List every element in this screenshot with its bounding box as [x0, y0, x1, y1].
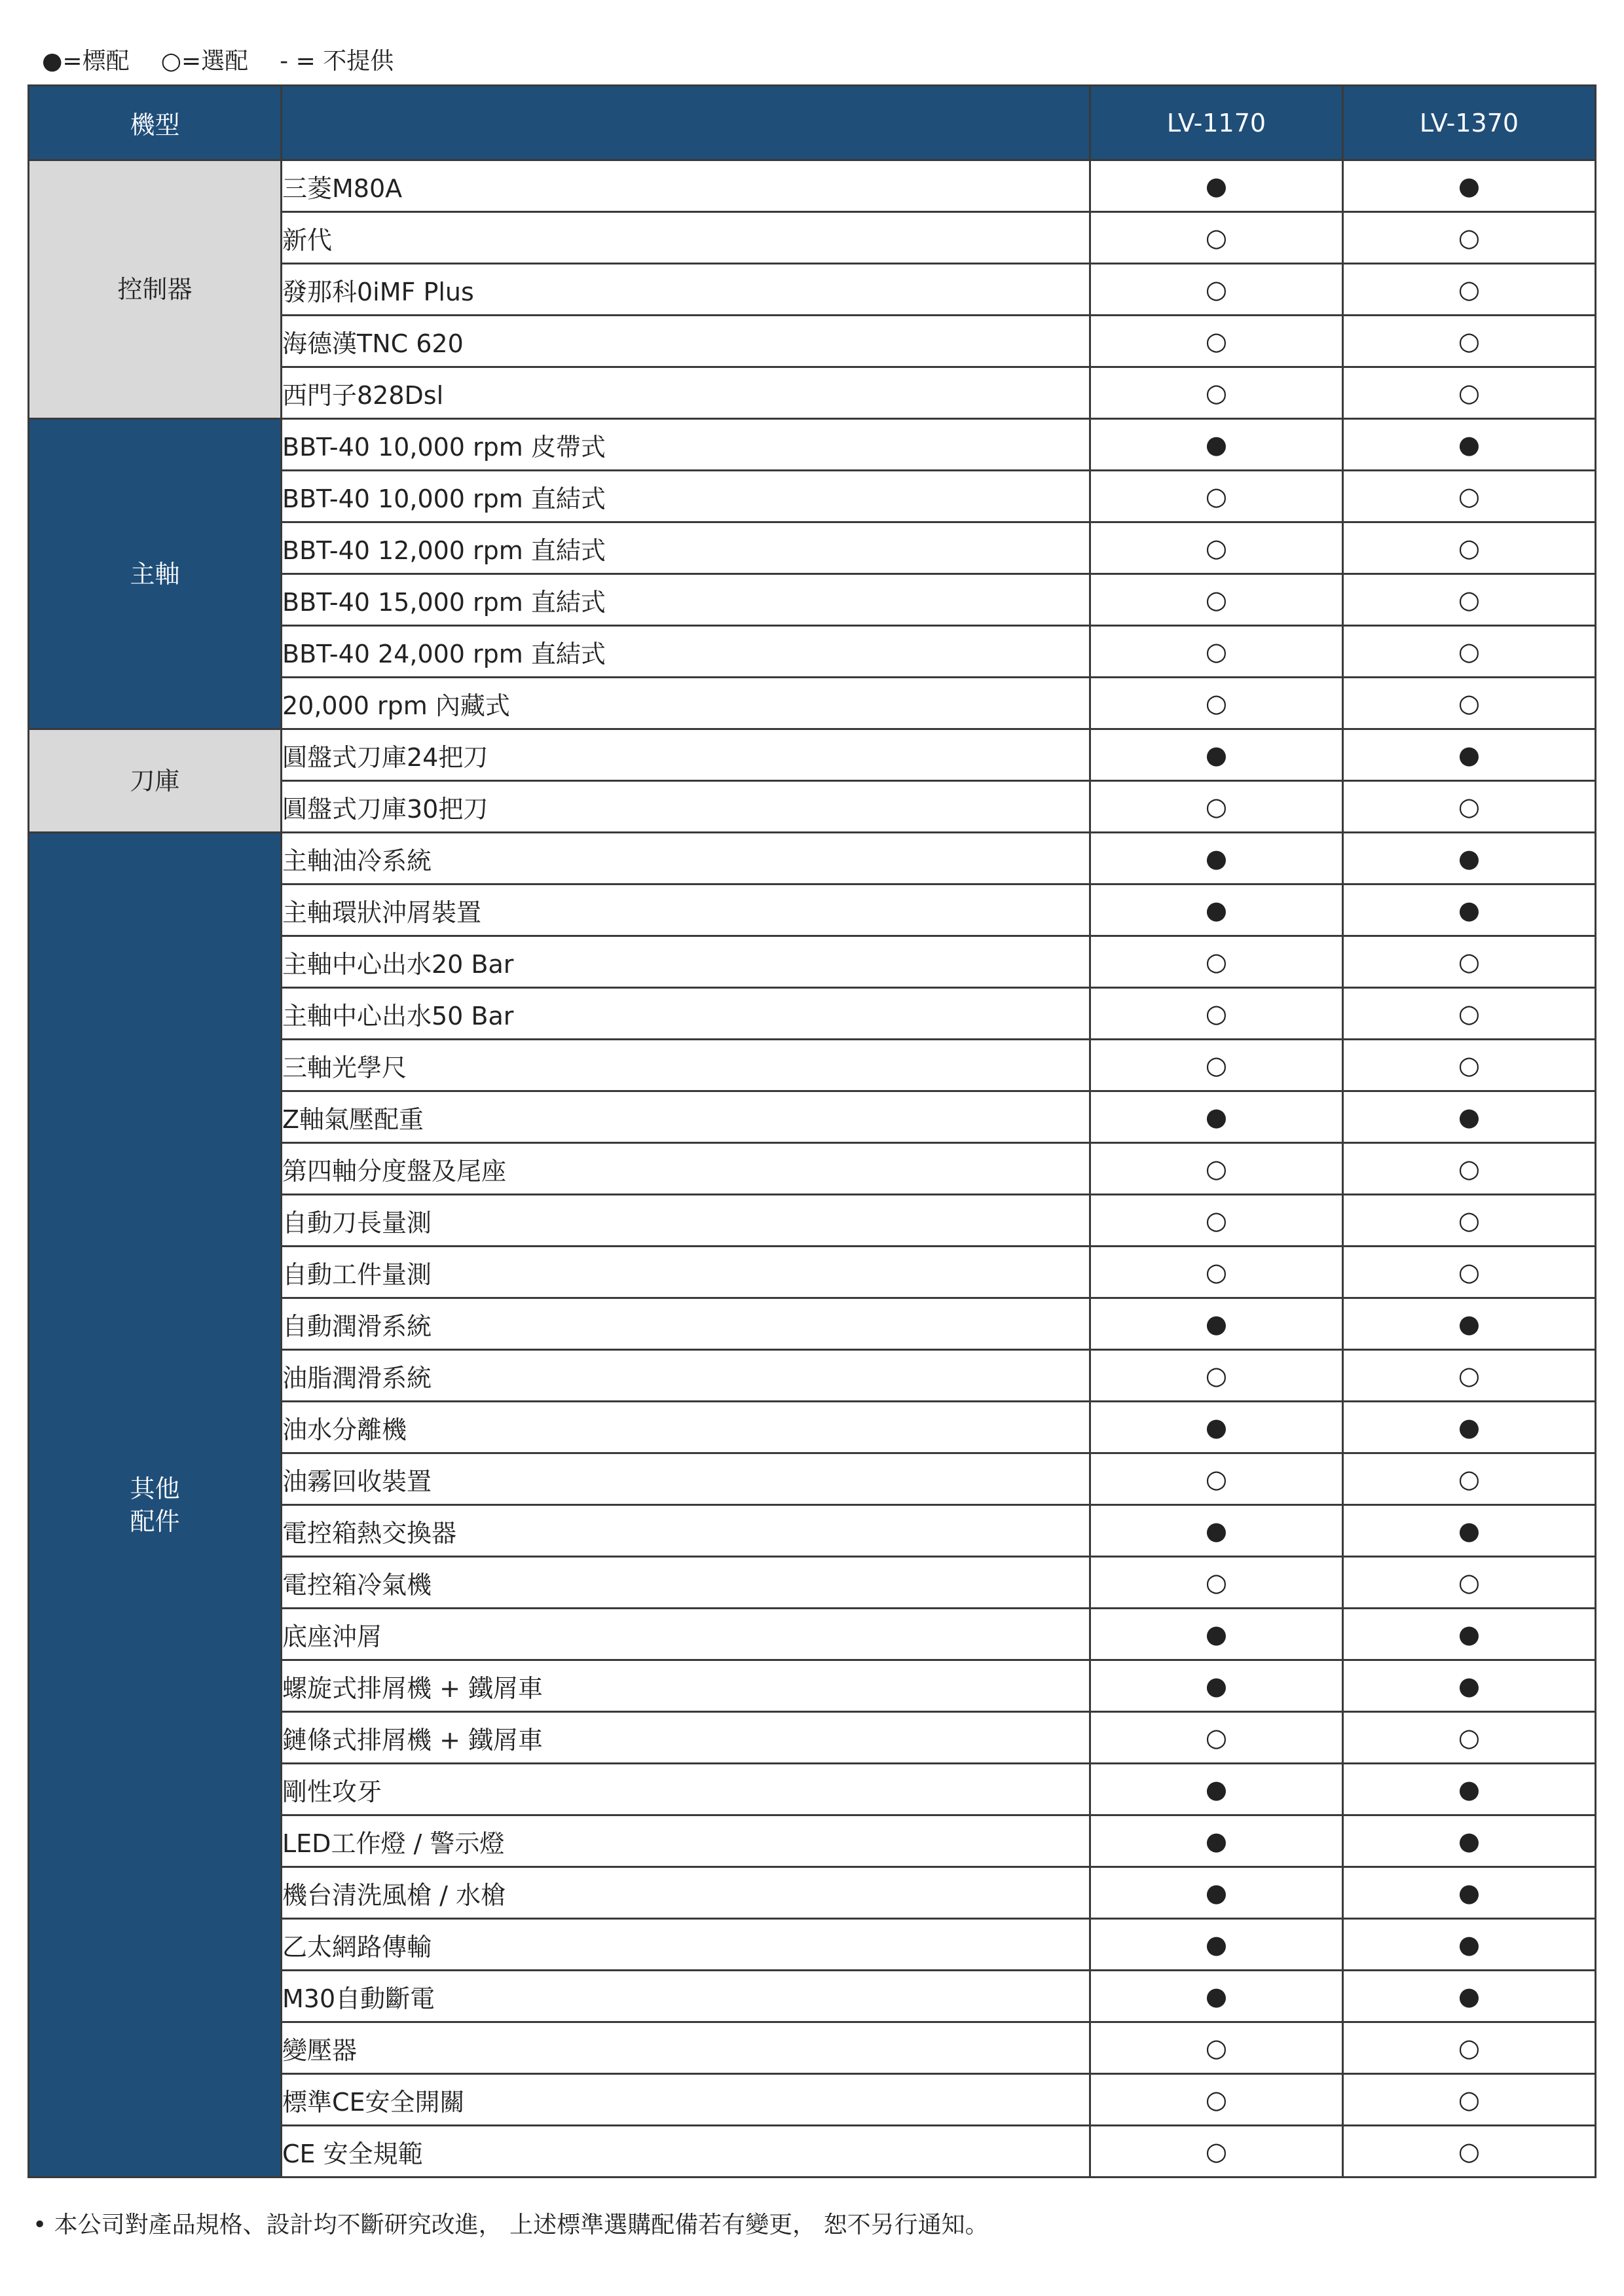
value-lv1370: ○	[1343, 626, 1596, 678]
model-header-lv1370: LV-1370	[1343, 86, 1596, 160]
value-lv1170: ●	[1090, 1815, 1343, 1867]
value-lv1170: ●	[1090, 1505, 1343, 1557]
value-lv1370: ○	[1343, 574, 1596, 626]
item-name: 乙太網路傳輸	[282, 1919, 1090, 1971]
item-name: Z軸氣壓配重	[282, 1091, 1090, 1143]
value-lv1370: ●	[1343, 1660, 1596, 1712]
value-lv1170: ●	[1090, 1091, 1343, 1143]
item-name: BBT-40 10,000 rpm 皮帶式	[282, 419, 1090, 471]
value-lv1170: ●	[1090, 1609, 1343, 1660]
value-lv1370: ●	[1343, 1815, 1596, 1867]
value-lv1370: ○	[1343, 2126, 1596, 2178]
value-lv1170: ○	[1090, 781, 1343, 833]
item-name: 機台清洗風槍 / 水槍	[282, 1867, 1090, 1919]
item-name: 西門子828Dsl	[282, 367, 1090, 419]
model-header-lv1170: LV-1170	[1090, 86, 1343, 160]
item-name: 主軸中心出水50 Bar	[282, 988, 1090, 1040]
item-name: BBT-40 24,000 rpm 直結式	[282, 626, 1090, 678]
value-lv1170: ○	[1090, 367, 1343, 419]
item-name: 螺旋式排屑機 + 鐵屑車	[282, 1660, 1090, 1712]
value-lv1170: ○	[1090, 212, 1343, 264]
value-lv1370: ○	[1343, 367, 1596, 419]
table-row	[29, 160, 1596, 212]
value-lv1170: ●	[1090, 419, 1343, 471]
legend-optional: ○=選配	[160, 47, 249, 75]
value-lv1370: ○	[1343, 212, 1596, 264]
value-lv1170: ○	[1090, 1453, 1343, 1505]
value-lv1170: ●	[1090, 1971, 1343, 2022]
value-lv1170: ○	[1090, 2126, 1343, 2178]
value-lv1170: ●	[1090, 1919, 1343, 1971]
value-lv1170: ○	[1090, 1350, 1343, 1402]
value-lv1370: ●	[1343, 729, 1596, 781]
value-lv1170: ●	[1090, 1867, 1343, 1919]
value-lv1170: ●	[1090, 1402, 1343, 1453]
value-lv1370: ●	[1343, 884, 1596, 936]
item-name: 圓盤式刀庫30把刀	[282, 781, 1090, 833]
legend-not-available: - = 不提供	[280, 47, 394, 75]
value-lv1170: ●	[1090, 884, 1343, 936]
value-lv1370: ○	[1343, 2022, 1596, 2074]
legend	[42, 41, 425, 77]
category-tool-magazine	[29, 729, 282, 833]
spec-table-body	[29, 160, 1596, 2178]
value-lv1170: ○	[1090, 1143, 1343, 1195]
item-name: 自動工件量測	[282, 1247, 1090, 1298]
item-name: 剛性攻牙	[282, 1764, 1090, 1815]
value-lv1370: ○	[1343, 522, 1596, 574]
item-name: LED工作燈 / 警示燈	[282, 1815, 1090, 1867]
category-other-accessories	[29, 833, 282, 2178]
value-lv1170: ○	[1090, 936, 1343, 988]
value-lv1170: ○	[1090, 1557, 1343, 1609]
category-label-line: 配件	[130, 1506, 180, 1536]
spec-table	[28, 84, 1596, 2178]
value-lv1170: ○	[1090, 522, 1343, 574]
item-name: 油脂潤滑系統	[282, 1350, 1090, 1402]
value-lv1170: ○	[1090, 2022, 1343, 2074]
item-name: 三菱M80A	[282, 160, 1090, 212]
value-lv1370: ○	[1343, 781, 1596, 833]
value-lv1170: ○	[1090, 1040, 1343, 1091]
value-lv1170: ○	[1090, 678, 1343, 729]
value-lv1170: ○	[1090, 316, 1343, 367]
category-label: 控制器	[117, 275, 193, 304]
item-name: 油水分離機	[282, 1402, 1090, 1453]
value-lv1370: ○	[1343, 1712, 1596, 1764]
value-lv1170: ○	[1090, 988, 1343, 1040]
item-name: 電控箱熱交換器	[282, 1505, 1090, 1557]
value-lv1170: ●	[1090, 160, 1343, 212]
value-lv1370: ○	[1343, 316, 1596, 367]
value-lv1170: ●	[1090, 1298, 1343, 1350]
item-name: CE 安全規範	[282, 2126, 1090, 2178]
value-lv1370: ●	[1343, 1971, 1596, 2022]
value-lv1370: ○	[1343, 678, 1596, 729]
value-lv1370: ○	[1343, 1453, 1596, 1505]
category-spindle	[29, 419, 282, 729]
item-name: BBT-40 12,000 rpm 直結式	[282, 522, 1090, 574]
value-lv1370: ○	[1343, 1040, 1596, 1091]
feature-header	[282, 86, 1090, 160]
item-name: 自動刀長量測	[282, 1195, 1090, 1247]
category-label: 主軸	[130, 559, 180, 589]
value-lv1170: ○	[1090, 574, 1343, 626]
table-header-row	[29, 86, 1596, 160]
value-lv1370: ○	[1343, 1557, 1596, 1609]
item-name: 主軸環狀沖屑裝置	[282, 884, 1090, 936]
table-row	[29, 833, 1596, 884]
item-name: 油霧回收裝置	[282, 1453, 1090, 1505]
item-name: 20,000 rpm 內藏式	[282, 678, 1090, 729]
value-lv1370: ●	[1343, 1298, 1596, 1350]
value-lv1370: ●	[1343, 160, 1596, 212]
value-lv1170: ○	[1090, 1195, 1343, 1247]
item-name: 發那科0iMF Plus	[282, 264, 1090, 316]
category-label: 刀庫	[130, 766, 180, 795]
footnote: • 本公司對產品規格、設計均不斷研究改進， 上述標準選購配備若有變更， 恕不另行通知。	[33, 2212, 989, 2238]
item-name: 底座沖屑	[282, 1609, 1090, 1660]
value-lv1370: ○	[1343, 936, 1596, 988]
value-lv1170: ○	[1090, 626, 1343, 678]
item-name: 圓盤式刀庫24把刀	[282, 729, 1090, 781]
item-name: M30自動斷電	[282, 1971, 1090, 2022]
value-lv1170: ○	[1090, 471, 1343, 522]
value-lv1370: ●	[1343, 1091, 1596, 1143]
item-name: BBT-40 15,000 rpm 直結式	[282, 574, 1090, 626]
value-lv1370: ●	[1343, 1402, 1596, 1453]
value-lv1370: ○	[1343, 988, 1596, 1040]
value-lv1370: ○	[1343, 264, 1596, 316]
item-name: 鏈條式排屑機 + 鐵屑車	[282, 1712, 1090, 1764]
item-name: 自動潤滑系統	[282, 1298, 1090, 1350]
item-name: 海德漢TNC 620	[282, 316, 1090, 367]
value-lv1370: ○	[1343, 1195, 1596, 1247]
value-lv1370: ●	[1343, 1867, 1596, 1919]
value-lv1370: ○	[1343, 1247, 1596, 1298]
item-name: 變壓器	[282, 2022, 1090, 2074]
value-lv1170: ○	[1090, 264, 1343, 316]
model-label-header: 機型	[29, 86, 282, 160]
item-name: 主軸中心出水20 Bar	[282, 936, 1090, 988]
value-lv1370: ●	[1343, 1919, 1596, 1971]
value-lv1370: ●	[1343, 1505, 1596, 1557]
item-name: 標準CE安全開關	[282, 2074, 1090, 2126]
item-name: 主軸油冷系統	[282, 833, 1090, 884]
value-lv1370: ●	[1343, 1764, 1596, 1815]
value-lv1170: ●	[1090, 833, 1343, 884]
item-name: 第四軸分度盤及尾座	[282, 1143, 1090, 1195]
value-lv1370: ●	[1343, 833, 1596, 884]
value-lv1370: ●	[1343, 419, 1596, 471]
value-lv1370: ○	[1343, 471, 1596, 522]
value-lv1170: ●	[1090, 1660, 1343, 1712]
value-lv1170: ○	[1090, 2074, 1343, 2126]
value-lv1370: ○	[1343, 1143, 1596, 1195]
table-row	[29, 729, 1596, 781]
item-name: 電控箱冷氣機	[282, 1557, 1090, 1609]
value-lv1170: ●	[1090, 729, 1343, 781]
item-name: BBT-40 10,000 rpm 直結式	[282, 471, 1090, 522]
category-label-line: 其他	[130, 1474, 180, 1503]
value-lv1370: ○	[1343, 1350, 1596, 1402]
value-lv1370: ●	[1343, 1609, 1596, 1660]
table-row	[29, 419, 1596, 471]
value-lv1170: ○	[1090, 1712, 1343, 1764]
value-lv1170: ●	[1090, 1764, 1343, 1815]
item-name: 新代	[282, 212, 1090, 264]
value-lv1170: ○	[1090, 1247, 1343, 1298]
value-lv1370: ○	[1343, 2074, 1596, 2126]
item-name: 三軸光學尺	[282, 1040, 1090, 1091]
category-controller	[29, 160, 282, 419]
legend-standard: ●=標配	[42, 47, 130, 75]
